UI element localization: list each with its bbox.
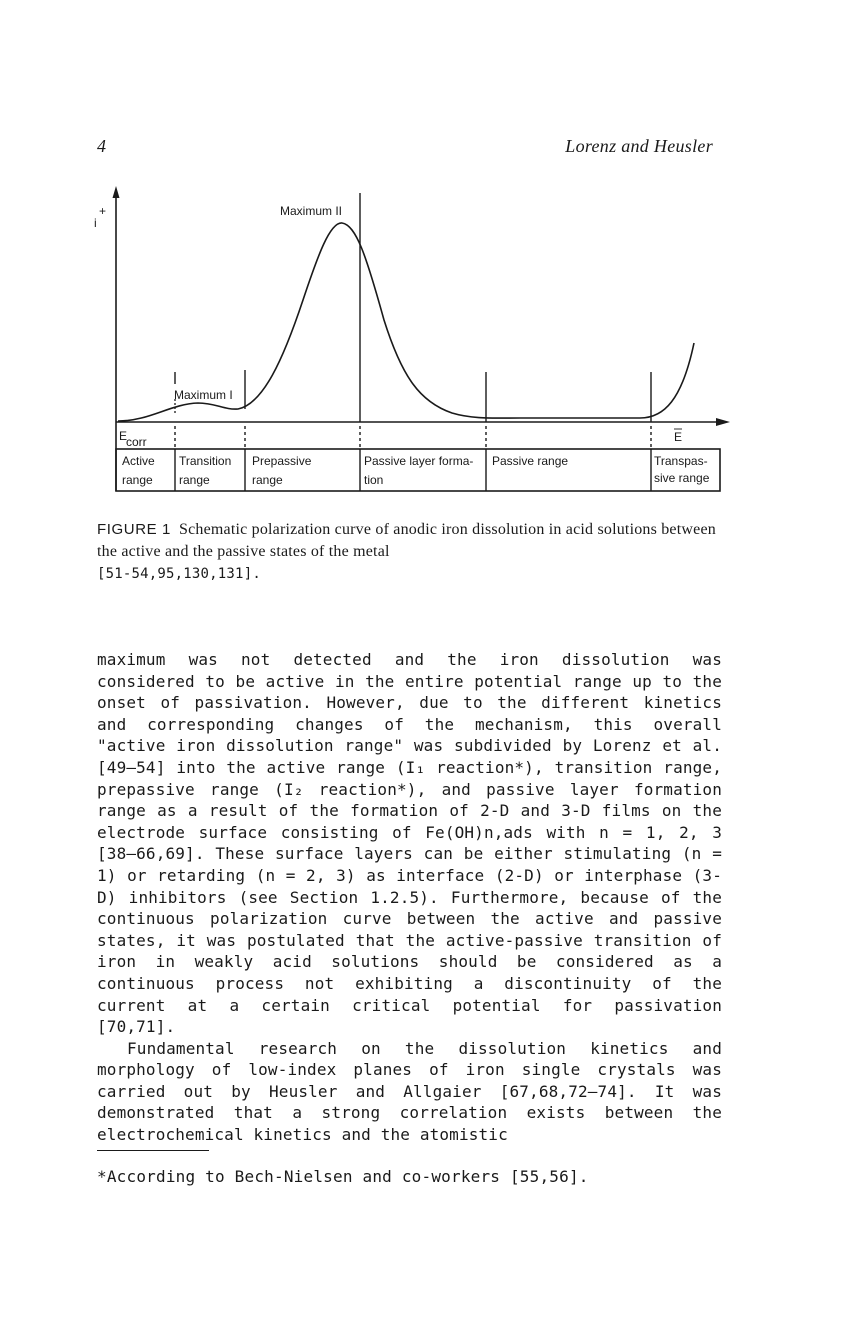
y-axis-arrowhead [113, 186, 120, 198]
range-prepassive-line2: range [252, 473, 283, 487]
figure-caption [97, 519, 717, 585]
range-markers-above-axis [175, 193, 651, 422]
body-paragraph-2: Fundamental research on the dissolution kinetics and morphology of low-index planes of iron single crystals was carried out by Heusler and Allgaier [67,68,72–74]. It was demonstrated that a strong correlation exists between the electrochemical kinetics and the atomistic [97, 1038, 722, 1145]
y-axis-label: i [94, 216, 97, 230]
range-active-line1: Active [122, 454, 155, 468]
footnote-rule [97, 1150, 209, 1151]
range-transpassive-line1: Transpas- [654, 454, 708, 468]
body-paragraph-1: maximum was not detected and the iron dissolution was considered to be active in the entire potential range up to the onset of passivation. However, due to the different kinetics and corresponding changes of the mechanism, this overall "active iron dissolution range" was subdivided by Lorenz et al. [49–54] into the active range (I₁ reaction*), transition range, prepassive range (I₂ reaction*), and passive layer formation range as a result of the formation of 2-D and 3-D films on the electrode surface consisting of Fe(OH)n,ads with n = 1, 2, 3 [38–66,69]. These surface layers can be either stimulating (n = 1) or retarding (n = 2, 3) as interface (2-D) or interphase (3-D) inhibitors (see Section 1.2.5). Furthermore, because of the continuous polarization curve between the active and passive states, it was postulated that the active-passive transition of iron in weakly acid solutions should be considered as a continuous process not exhibiting a discontinuity of the current at a certain critical potential for passivation [70,71]. [97, 650, 722, 1037]
body-text [97, 649, 722, 1146]
range-divider-dotted-lines [175, 426, 651, 449]
figure-caption-label: FIGURE 1 [97, 521, 171, 538]
maximum-ii-label: Maximum II [280, 204, 343, 218]
range-transition-line2: range [179, 473, 210, 487]
ecorr-label-subscript: corr [126, 435, 147, 449]
range-passive-layer-line2: tion [364, 473, 384, 487]
range-prepassive-line1: Prepassive [252, 454, 312, 468]
figure-caption-refs: [51-54,95,130,131]. [97, 566, 261, 582]
running-head: Lorenz and Heusler [565, 136, 713, 156]
x-axis-label: E [674, 430, 683, 444]
range-passive-line1: Passive range [492, 454, 569, 468]
range-transpassive-line2: sive range [654, 471, 710, 485]
page-number: 4 [97, 136, 106, 156]
maximum-i-label: Maximum I [174, 388, 233, 402]
polarization-curve-figure [0, 0, 849, 500]
x-axis-arrowhead [716, 418, 730, 426]
figure-caption-text: Schematic polarization curve of anodic iron dissolution in acid solutions between the active and the passive states of the metal [97, 521, 716, 560]
range-active-line2: range [122, 473, 153, 487]
y-axis-label-superscript: + [99, 204, 107, 218]
range-passive-layer-line1: Passive layer forma- [364, 454, 474, 468]
footnote: *According to Bech-Nielsen and co-workers [55,56]. [97, 1167, 589, 1186]
range-transition-line1: Transition [179, 454, 232, 468]
ecorr-label: E [119, 429, 128, 443]
